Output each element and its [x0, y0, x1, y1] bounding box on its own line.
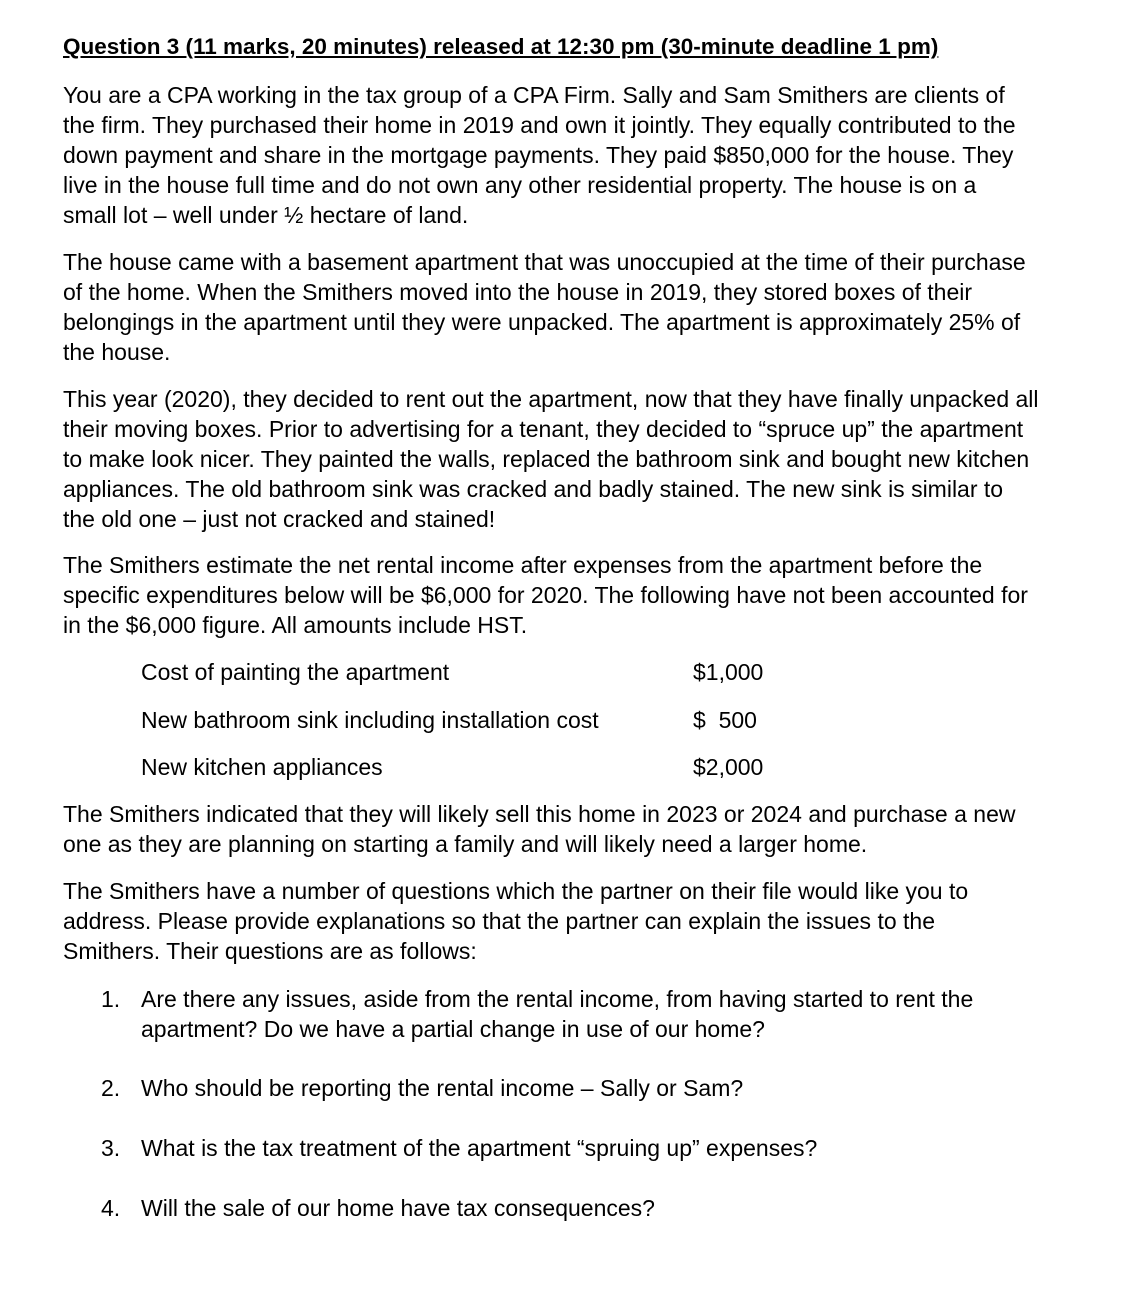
text-line: the firm. They purchased their home in 2019 and own it jointly. They equally contributed to the: [63, 112, 1016, 138]
cost-label: New bathroom sink including installation cost: [141, 707, 599, 733]
text-line: in the $6,000 figure. All amounts include HST.: [63, 612, 528, 638]
cost-row: [141, 705, 781, 735]
text-line: The Smithers have a number of questions which the partner on their file would like you to: [63, 878, 969, 904]
text-line: apartment? Do we have a partial change in use of our home?: [141, 1016, 765, 1042]
text-line: their moving boxes. Prior to advertising for a tenant, they decided to “spruce up” the apartment: [63, 416, 1024, 442]
text-line: Who should be reporting the rental income – Sally or Sam?: [141, 1075, 744, 1101]
question-number: 2.: [101, 1075, 121, 1101]
cost-row: [141, 657, 781, 687]
cost-amount: $2,000: [693, 754, 764, 780]
cost-amount: $1,000: [693, 659, 764, 685]
question-text: [141, 1073, 1101, 1103]
text-line: specific expenditures below will be $6,000 for 2020. The following have not been accounted for: [63, 582, 1028, 608]
text-line: Are there any issues, aside from the rental income, from having started to rent the: [141, 986, 974, 1012]
question-text: [141, 1133, 1101, 1163]
cost-row: [141, 752, 781, 782]
cost-label: Cost of painting the apartment: [141, 659, 450, 685]
text-line: the old one – just not cracked and stained!: [63, 506, 496, 532]
paragraph-future-sale: [63, 799, 1093, 859]
text-line: down payment and share in the mortgage payments. They paid $850,000 for the house. They: [63, 142, 1014, 168]
text-line: live in the house full time and do not own any other residential property. The house is on a: [63, 172, 977, 198]
cost-label: New kitchen appliances: [141, 754, 383, 780]
text-line: The Smithers estimate the net rental income after expenses from the apartment before the: [63, 552, 983, 578]
text-line: belongings in the apartment until they were unpacked. The apartment is approximately 25% of: [63, 309, 1021, 335]
text-line: small lot – well under ½ hectare of land.: [63, 202, 469, 228]
text-line: appliances. The old bathroom sink was cracked and badly stained. The new sink is similar to: [63, 476, 1004, 502]
question-number: 4.: [101, 1195, 121, 1221]
text-line: address. Please provide explanations so that the partner can explain the issues to the: [63, 908, 935, 934]
paragraph-rental-income-estimate: [63, 550, 1093, 640]
text-line: the house.: [63, 339, 171, 365]
paragraph-rental-renovations: [63, 384, 1093, 534]
text-line: to make look nicer. They painted the walls, replaced the bathroom sink and bought new kitchen: [63, 446, 1030, 472]
cost-amount: $ 500: [693, 707, 757, 733]
question-text: [141, 1193, 1101, 1223]
text-line: The Smithers indicated that they will likely sell this home in 2023 or 2024 and purchase a new: [63, 801, 1016, 827]
text-line: of the home. When the Smithers moved into the house in 2019, they stored boxes of their: [63, 279, 973, 305]
question-number: 3.: [101, 1135, 121, 1161]
paragraph-client-questions-intro: [63, 876, 1093, 966]
text-line: one as they are planning on starting a family and will likely need a larger home.: [63, 831, 868, 857]
text-line: You are a CPA working in the tax group of a CPA Firm. Sally and Sam Smithers are clients of: [63, 82, 1005, 108]
question-text: [141, 984, 1101, 1044]
text-line: Smithers. Their questions are as follows:: [63, 938, 477, 964]
text-line: What is the tax treatment of the apartment “spruing up” expenses?: [141, 1135, 818, 1161]
question-number: 1.: [101, 986, 121, 1012]
question-heading: Question 3 (11 marks, 20 minutes) released at 12:30 pm (30-minute deadline 1 pm): [63, 34, 939, 59]
text-line: Will the sale of our home have tax consequences?: [141, 1195, 655, 1221]
text-line: The house came with a basement apartment that was unoccupied at the time of their purchase: [63, 249, 1026, 275]
text-line: This year (2020), they decided to rent out the apartment, now that they have finally unpacked all: [63, 386, 1039, 412]
paragraph-client-background: [63, 80, 1093, 230]
paragraph-basement-apartment: [63, 247, 1093, 367]
